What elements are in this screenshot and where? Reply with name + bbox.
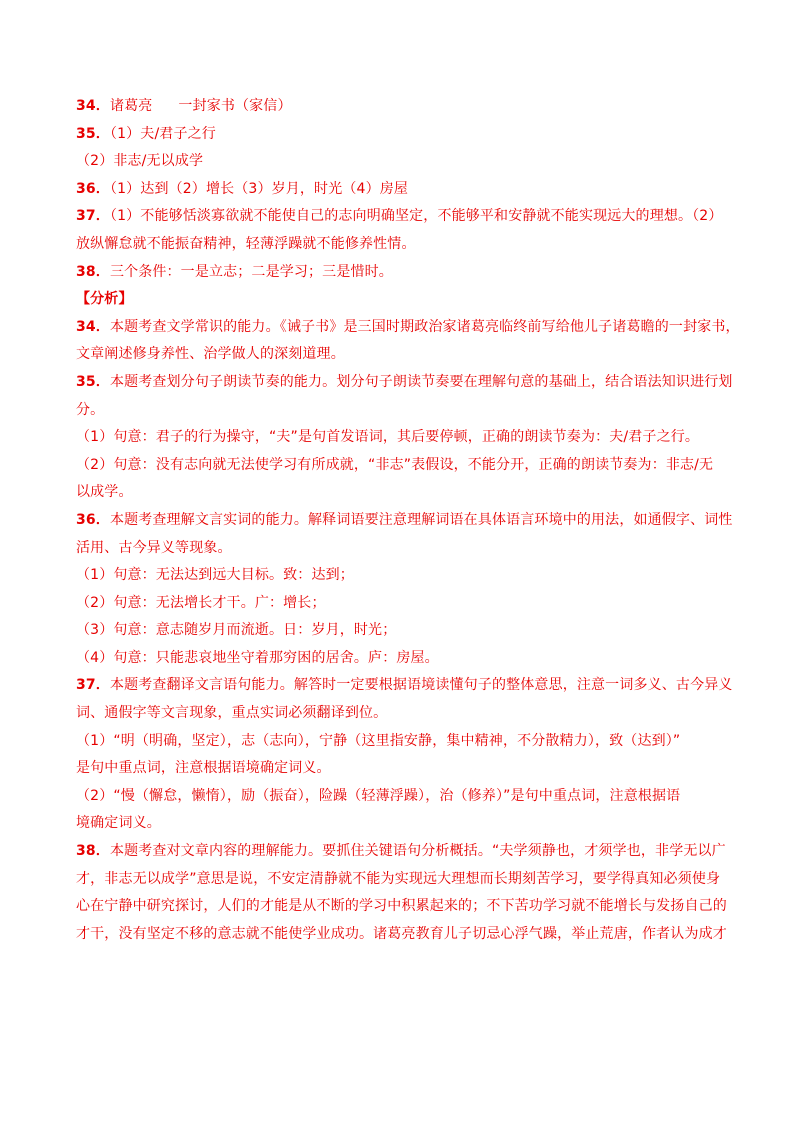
- question-number: 34．: [76, 98, 110, 114]
- analysis-body: [76, 314, 740, 949]
- analysis-text: 本题考查翻译文言语句能力。解答时一定要根据语境读懂句子的整体意思，注意一词多义、古今异义: [109, 677, 733, 694]
- answer-text: （1）达到（2）增长（3）岁月，时光（4）房屋: [109, 180, 409, 197]
- analysis-line: [76, 700, 736, 728]
- answer-content: [76, 93, 740, 948]
- question-number: 34．: [76, 318, 110, 335]
- analysis-text: （1）句意：无法达到远大目标。致：达到；: [76, 567, 354, 584]
- analysis-text: （1）句意：君子的行为操守，“夫”是句首发语词，其后要停顿，正确的朗读节奏为：夫/君子之行。: [76, 429, 700, 446]
- analysis-text: 以成学。: [76, 484, 133, 501]
- analysis-text: 文章阐述修身养性、治学做人的深刻道理。: [76, 346, 345, 363]
- analysis-text: 本题考查理解文言实词的能力。解释词语要注意理解词语在具体语言环境中的用法，如通假字、词性: [109, 511, 733, 528]
- analysis-text: （1）“明（明确，坚定），志（志向），宁静（这里指安静，集中精神，不分散精力），致（达到）”: [76, 732, 681, 749]
- analysis-line: [76, 893, 736, 921]
- answer-text: 诸葛亮: [109, 98, 153, 114]
- answer-text: 放纵懈怠就不能振奋精神，轻薄浮躁就不能修养性情。: [76, 235, 416, 252]
- analysis-line: [76, 921, 736, 949]
- analysis-text: （3）句意：意志随岁月而流逝。日：岁月，时光；: [76, 622, 397, 639]
- analysis-text: 本题考查划分句子朗读节奏的能力。划分句子朗读节奏要在理解句意的基础上，结合语法知识进行划: [109, 373, 733, 390]
- analysis-line: [76, 562, 736, 590]
- question-number: 35．: [76, 373, 110, 390]
- analysis-text: 本题考查对文章内容的理解能力。要抓住关键语句分析概括。“夫学须静也，才须学也，非学无以广: [109, 843, 726, 860]
- analysis-text: 是句中重点词，注意根据语境确定词义。: [76, 760, 331, 777]
- analysis-text: 活用、古今异义等现象。: [76, 539, 232, 556]
- analysis-line: [76, 755, 736, 783]
- analysis-line: [76, 645, 736, 673]
- analysis-line: [76, 810, 736, 838]
- analysis-text: （4）句意：只能悲哀地坐守着那穷困的居舍。庐：房屋。: [76, 649, 439, 666]
- analysis-line: [76, 424, 736, 452]
- analysis-text: （2）句意：无法增长才干。广：增长；: [76, 594, 326, 611]
- answer-text: （1）夫/君子之行: [109, 125, 216, 142]
- analysis-text: （2）“慢（懈怠，懒惰），励（振奋），险躁（轻薄浮躁），治（修养）”是句中重点词，注意根据语: [76, 787, 681, 804]
- answer-text-2: 一封家书（家信）: [178, 98, 292, 114]
- analysis-line: [76, 507, 736, 535]
- analysis-line: [76, 314, 740, 342]
- analysis-line: [76, 452, 736, 480]
- question-number: 35．: [76, 125, 110, 142]
- answer-35-1: [76, 121, 736, 149]
- answer-34: [76, 93, 736, 121]
- analysis-text: 心在宁静中研究探讨，人们的才能是从不断的学习中积累起来的；不下苦功学习就不能增长与发扬自己的: [76, 898, 727, 915]
- answer-text: 三个条件：一是立志；二是学习；三是惜时。: [109, 263, 393, 280]
- answer-35-2: [76, 148, 736, 176]
- analysis-heading: 【分析】: [76, 291, 133, 308]
- analysis-line: [76, 479, 736, 507]
- analysis-text: 才干，没有坚定不移的意志就不能使学业成功。诸葛亮教育儿子切忌心浮气躁，举止荒唐，作者认为成才: [76, 925, 727, 942]
- analysis-line: [76, 369, 736, 397]
- analysis-line: [76, 866, 736, 894]
- analysis-text: 词、通假字等文言现象，重点实词必须翻译到位。: [76, 705, 388, 722]
- analysis-line: [76, 341, 736, 369]
- analysis-line: [76, 397, 736, 425]
- answer-text: （1）不能够恬淡寡欲就不能使自己的志向明确坚定，不能够平和安静就不能实现远大的理想。（2）: [109, 208, 723, 225]
- question-number: 38．: [76, 263, 110, 280]
- analysis-line: [76, 728, 736, 756]
- analysis-text: 分。: [76, 401, 105, 418]
- analysis-text: 本题考查文学常识的能力。《诫子书》是三国时期政治家诸葛亮临终前写给他儿子诸葛瞻的一封家书，: [109, 318, 740, 335]
- answer-36: [76, 176, 736, 204]
- analysis-line: [76, 838, 736, 866]
- answer-text: （2）非志/无以成学: [76, 153, 204, 170]
- analysis-line: [76, 672, 736, 700]
- analysis-line: [76, 617, 736, 645]
- question-number: 37．: [76, 677, 110, 694]
- question-number: 38．: [76, 843, 110, 860]
- analysis-line: [76, 535, 736, 563]
- analysis-text: （2）句意：没有志向就无法使学习有所成就，“非志”表假设，不能分开，正确的朗读节奏为：非志/无: [76, 456, 714, 473]
- answer-37-a: [76, 203, 736, 231]
- analysis-line: [76, 590, 736, 618]
- question-number: 37．: [76, 208, 110, 225]
- analysis-line: [76, 783, 736, 811]
- question-number: 36．: [76, 511, 110, 528]
- analysis-text: 才，非志无以成学”意思是说，不安定清静就不能为实现远大理想而长期刻苦学习，要学得真知必须使身: [76, 870, 721, 887]
- question-number: 36．: [76, 180, 110, 197]
- answer-37-b: [76, 231, 736, 259]
- answer-38: [76, 259, 736, 287]
- analysis-text: 境确定词义。: [76, 815, 161, 832]
